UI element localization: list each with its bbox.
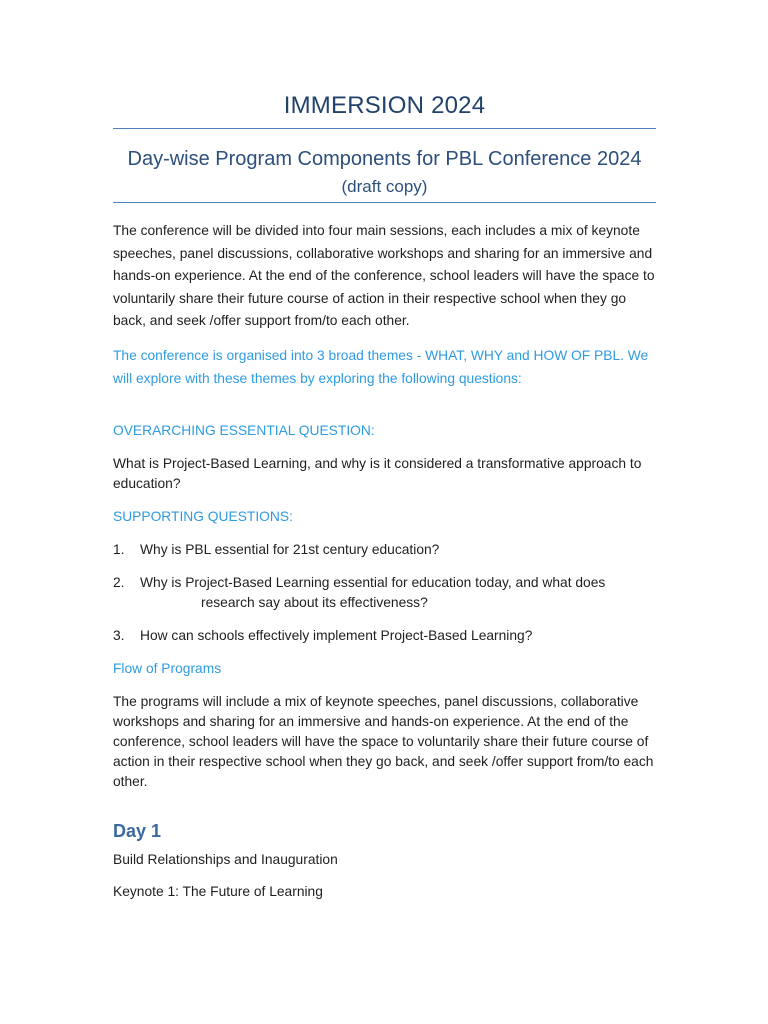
list-number: 2. xyxy=(113,575,125,590)
themes-paragraph: The conference is organised into 3 broad themes - WHAT, WHY and HOW OF PBL. We will explore with these themes by exploring the following questions: xyxy=(113,348,649,386)
flow-of-programs-heading: Flow of Programs xyxy=(113,661,222,676)
draft-note: (draft copy) xyxy=(341,177,428,196)
flow-of-programs-paragraph: The programs will include a mix of keynote speeches, panel discussions, collaborative workshops and sharing for an immersive and hands-on experience. At the end of the conference, school leaders will have the space to voluntarily share their future course of action in their respective school when they go back, and seek /offer support from/to each other. xyxy=(113,694,654,789)
essential-question: What is Project-Based Learning, and why is it considered a transformative approach to education? xyxy=(113,456,642,491)
essential-question-heading: OVERARCHING ESSENTIAL QUESTION: xyxy=(113,423,375,438)
supporting-questions-heading: SUPPORTING QUESTIONS: xyxy=(113,509,293,524)
question-text: Why is PBL essential for 21st century education? xyxy=(140,542,440,557)
question-text: How can schools effectively implement Project-Based Learning? xyxy=(140,628,533,643)
document-title: IMMERSION 2024 xyxy=(283,92,486,119)
day-1-keynote: Keynote 1: The Future of Learning xyxy=(113,884,323,899)
title-divider xyxy=(113,128,656,129)
question-text: Why is Project-Based Learning essential for education today, and what does xyxy=(140,575,606,590)
list-number: 1. xyxy=(113,542,125,557)
list-number: 3. xyxy=(113,628,125,643)
question-text-continued: research say about its effectiveness? xyxy=(201,595,428,610)
day-1-subheading: Build Relationships and Inauguration xyxy=(113,852,338,867)
day-1-heading: Day 1 xyxy=(113,821,162,841)
document-subtitle: Day-wise Program Components for PBL Conference 2024 xyxy=(127,148,642,170)
intro-paragraph: The conference will be divided into four main sessions, each includes a mix of keynote speeches, panel discussions, collaborative workshops and sharing for an immersive and hands-on experience. At the end of the conference, school leaders will have the space to voluntarily share their future course of action in their respective school when they go back, and seek /offer support from/to each other. xyxy=(113,223,655,328)
subtitle-divider xyxy=(113,202,656,203)
